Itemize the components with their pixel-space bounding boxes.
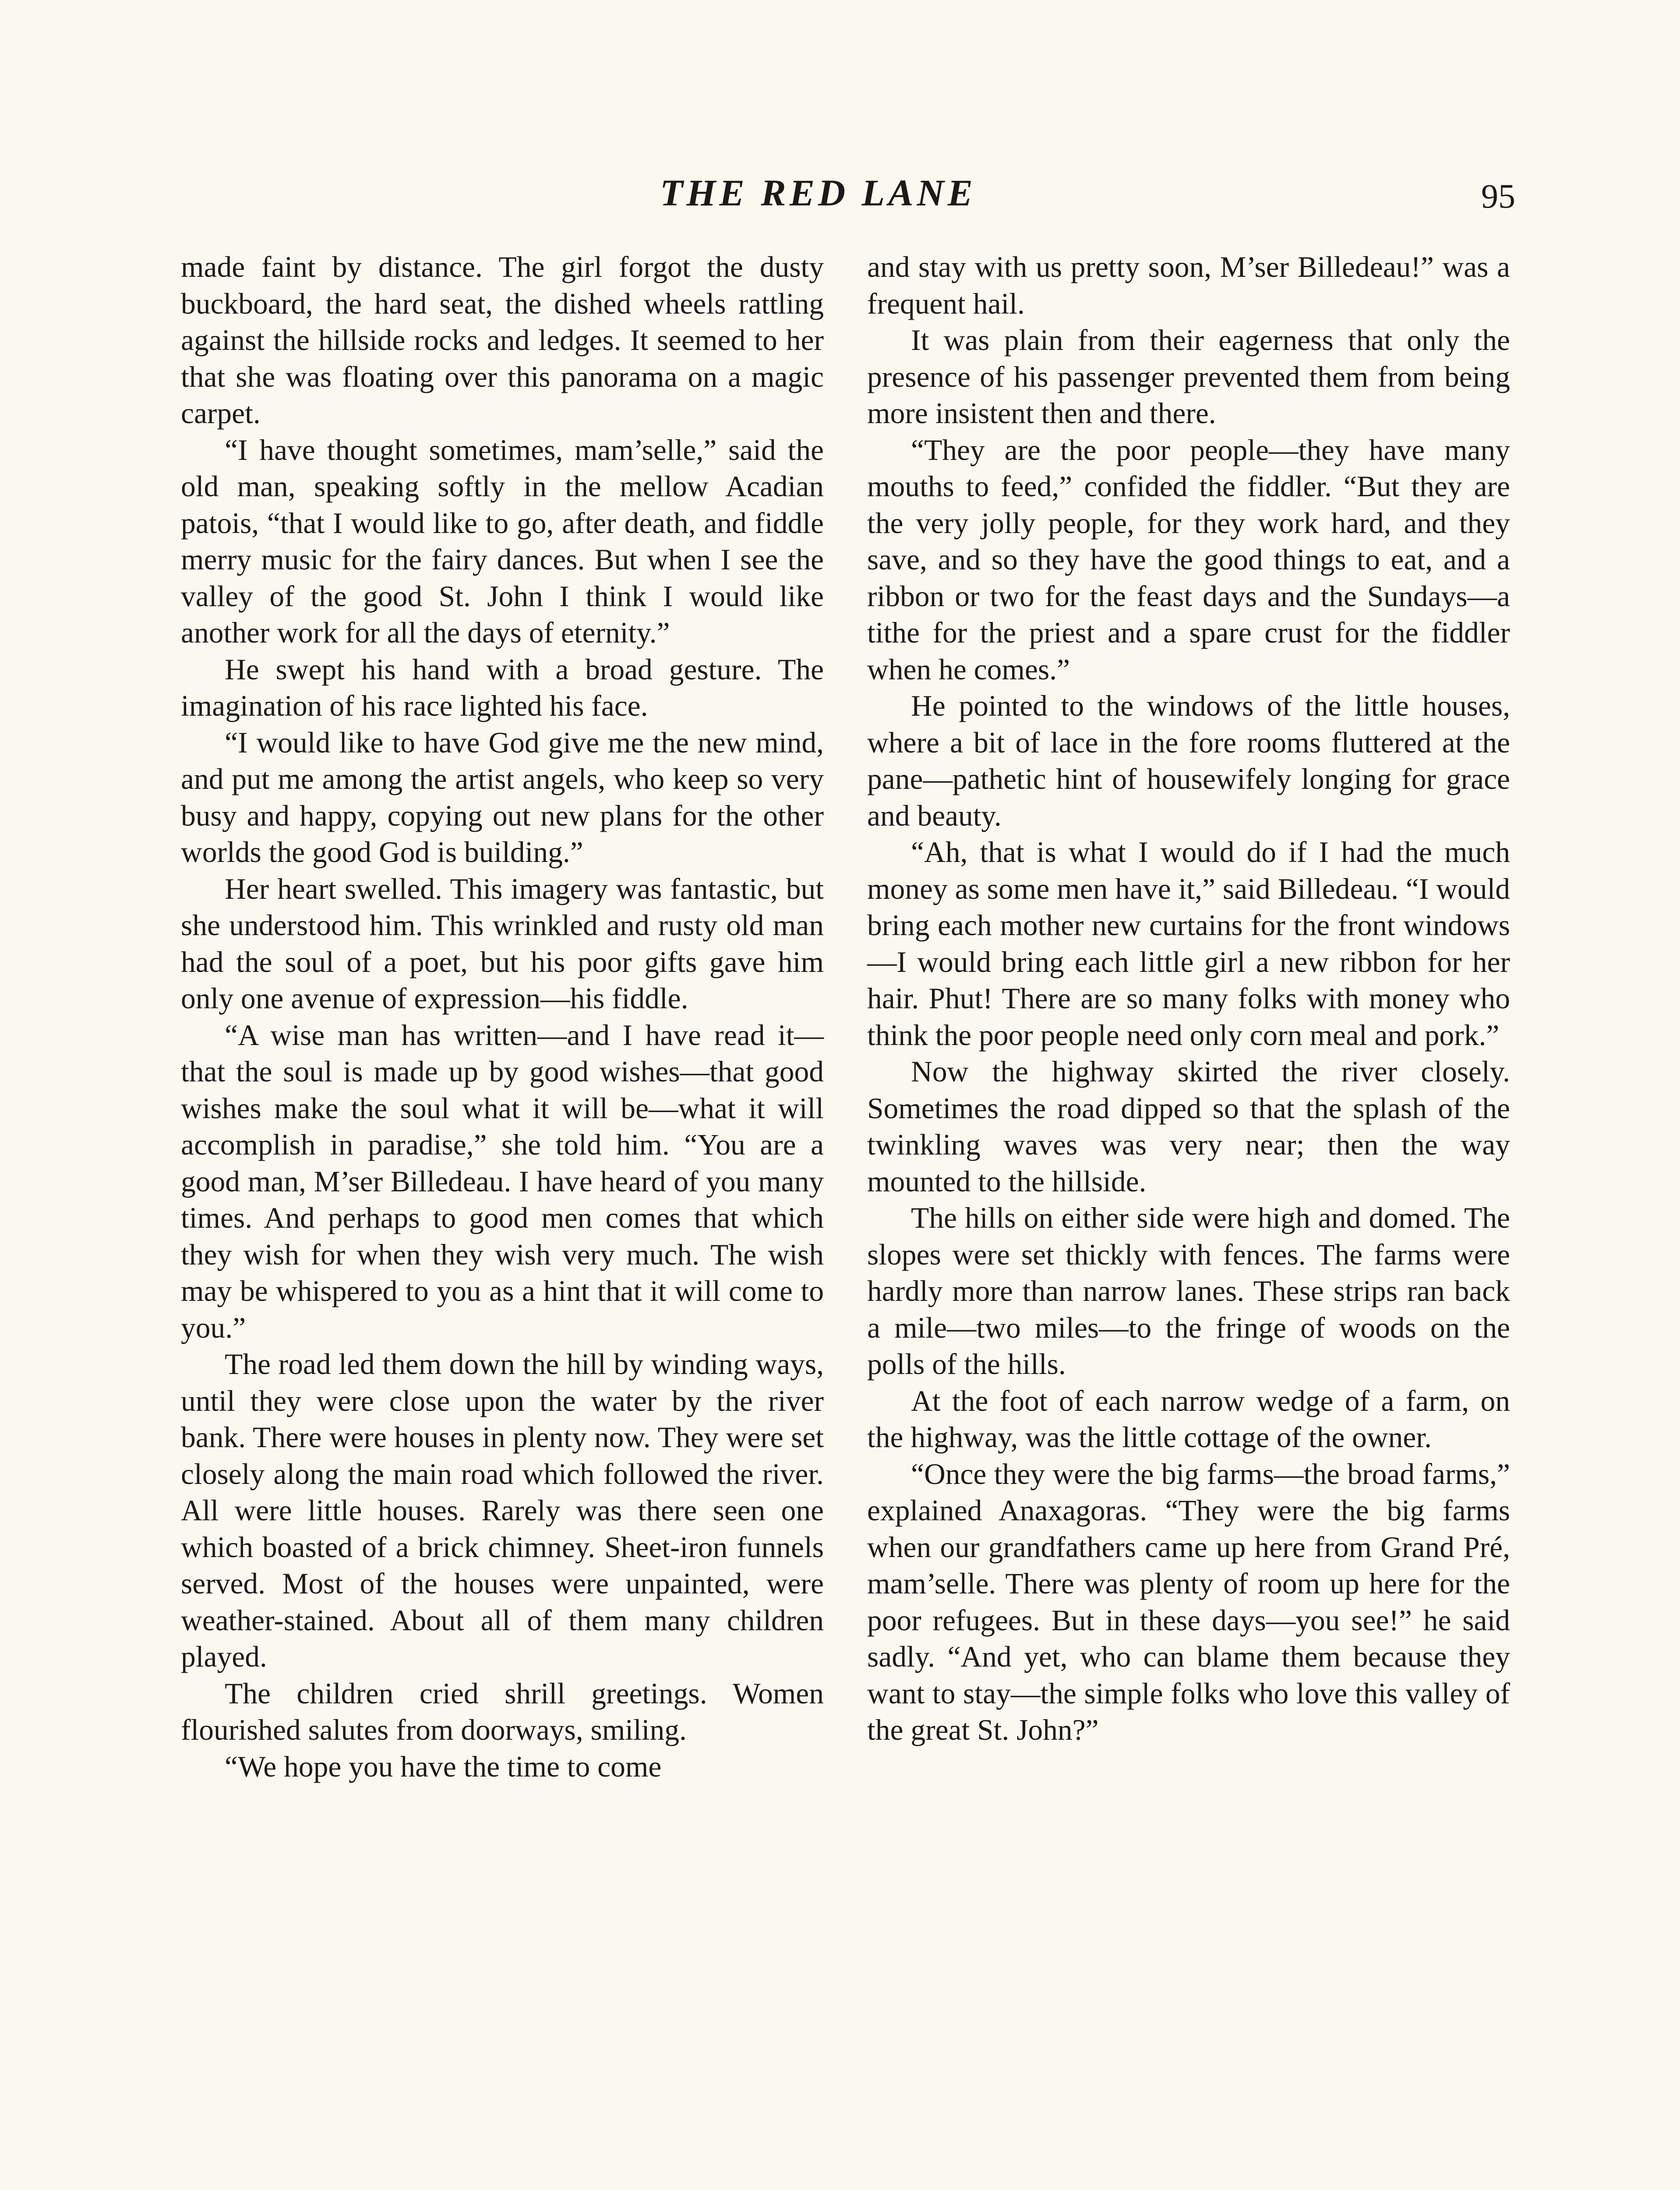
paragraph: and stay with us pretty soon, M’ser Billedeau!” was a frequent hail. <box>867 251 1510 320</box>
paragraph: “A wise man has written—and I have read it—that the soul is made up by good wishes—that good wishes make the soul what it will be—what it will accomplish in paradise,” she told him. “You are a good man, M’ser Billedeau. I have heard of you many times. And perhaps to good men comes that which they wish for when they wish very much. The wish may be whispered to you as a hint that it will come to you.” <box>181 1018 824 1344</box>
paragraph: Now the highway skirted the river closely. Sometimes the road dipped so that the splash of the twinkling waves was very near; then the way mounted to the hillside. <box>867 1055 1510 1198</box>
paragraph: made faint by distance. The girl forgot the dusty buckboard, the hard seat, the dished wheels rattling against the hillside rocks and ledges. It seemed to her that she was floating over this panorama on a magic carpet. <box>181 251 824 430</box>
running-head <box>0 169 1680 217</box>
paragraph: He swept his hand with a broad gesture. The imagination of his race lighted his face. <box>181 653 824 722</box>
paragraph: The hills on either side were high and domed. The slopes were set thickly with fences. The farms were hardly more than narrow lanes. These strips ran back a mile—two miles—to the fringe of woods on the polls of the hills. <box>867 1201 1510 1381</box>
paragraph: “We hope you have the time to come <box>225 1750 662 1783</box>
paragraph: “I have thought sometimes, mam’selle,” said the old man, speaking softly in the mellow Acadian patois, “that I would like to go, after death, and fiddle merry music for the fairy dances. But when I see the valley of the good St. John I think I would like another work for all the days of eternity.” <box>181 433 824 649</box>
paragraph: “I would like to have God give me the new mind, and put me among the artist angels, who keep so very busy and happy, copying out new plans for the other worlds the good God is building.” <box>181 726 824 869</box>
paragraph: The children cried shrill greetings. Women flourished salutes from doorways, smiling. <box>181 1677 824 1746</box>
paragraph: At the foot of each narrow wedge of a farm, on the highway, was the little cottage of the owner. <box>867 1384 1510 1454</box>
paragraph: He pointed to the windows of the little houses, where a bit of lace in the fore rooms fluttered at the pane—pathetic hint of housewifely longing for grace and beauty. <box>867 689 1510 832</box>
right-column <box>867 249 1510 1748</box>
running-title: THE RED LANE <box>660 172 976 214</box>
page-number: 95 <box>1481 177 1515 215</box>
paragraph: Her heart swelled. This imagery was fantastic, but she understood him. This wrinkled and rusty old man had the soul of a poet, but his poor gifts gave him only one avenue of expression—his fiddle. <box>181 872 824 1015</box>
left-column <box>181 249 824 1785</box>
paragraph: It was plain from their eagerness that only the presence of his passenger prevented them from being more insistent then and there. <box>867 324 1510 430</box>
paragraph: “Once they were the big farms—the broad farms,” explained Anaxagoras. “They were the big farms when our grandfathers came up here from Grand Pré, mam’selle. There was plenty of room up here for the poor refugees. But in these days—you see!” he said sadly. “And yet, who can blame them because they want to stay—the simple folks who love this valley of the great St. John?” <box>867 1457 1510 1746</box>
paragraph: “They are the poor people—they have many mouths to feed,” confided the fiddler. “But they are the very jolly people, for they work hard, and they save, and so they have the good things to eat, and a ribbon or two for the feast days and the Sundays—a tithe for the priest and a spare crust for the fiddler when he comes.” <box>867 433 1510 686</box>
paragraph: The road led them down the hill by winding ways, until they were close upon the water by the river bank. There were houses in plenty now. They were set closely along the main road which followed the river. All were little houses. Rarely was there seen one which boasted of a brick chimney. Sheet-iron funnels served. Most of the houses were unpainted, were weather-stained. About all of them many children played. <box>181 1348 824 1673</box>
paragraph: “Ah, that is what I would do if I had the much money as some men have it,” said Billedeau. “I would bring each mother new curtains for the front windows—I would bring each little girl a new ribbon for her hair. Phut! There are so many folks with money who think the poor people need only corn meal and pork.” <box>867 836 1510 1052</box>
